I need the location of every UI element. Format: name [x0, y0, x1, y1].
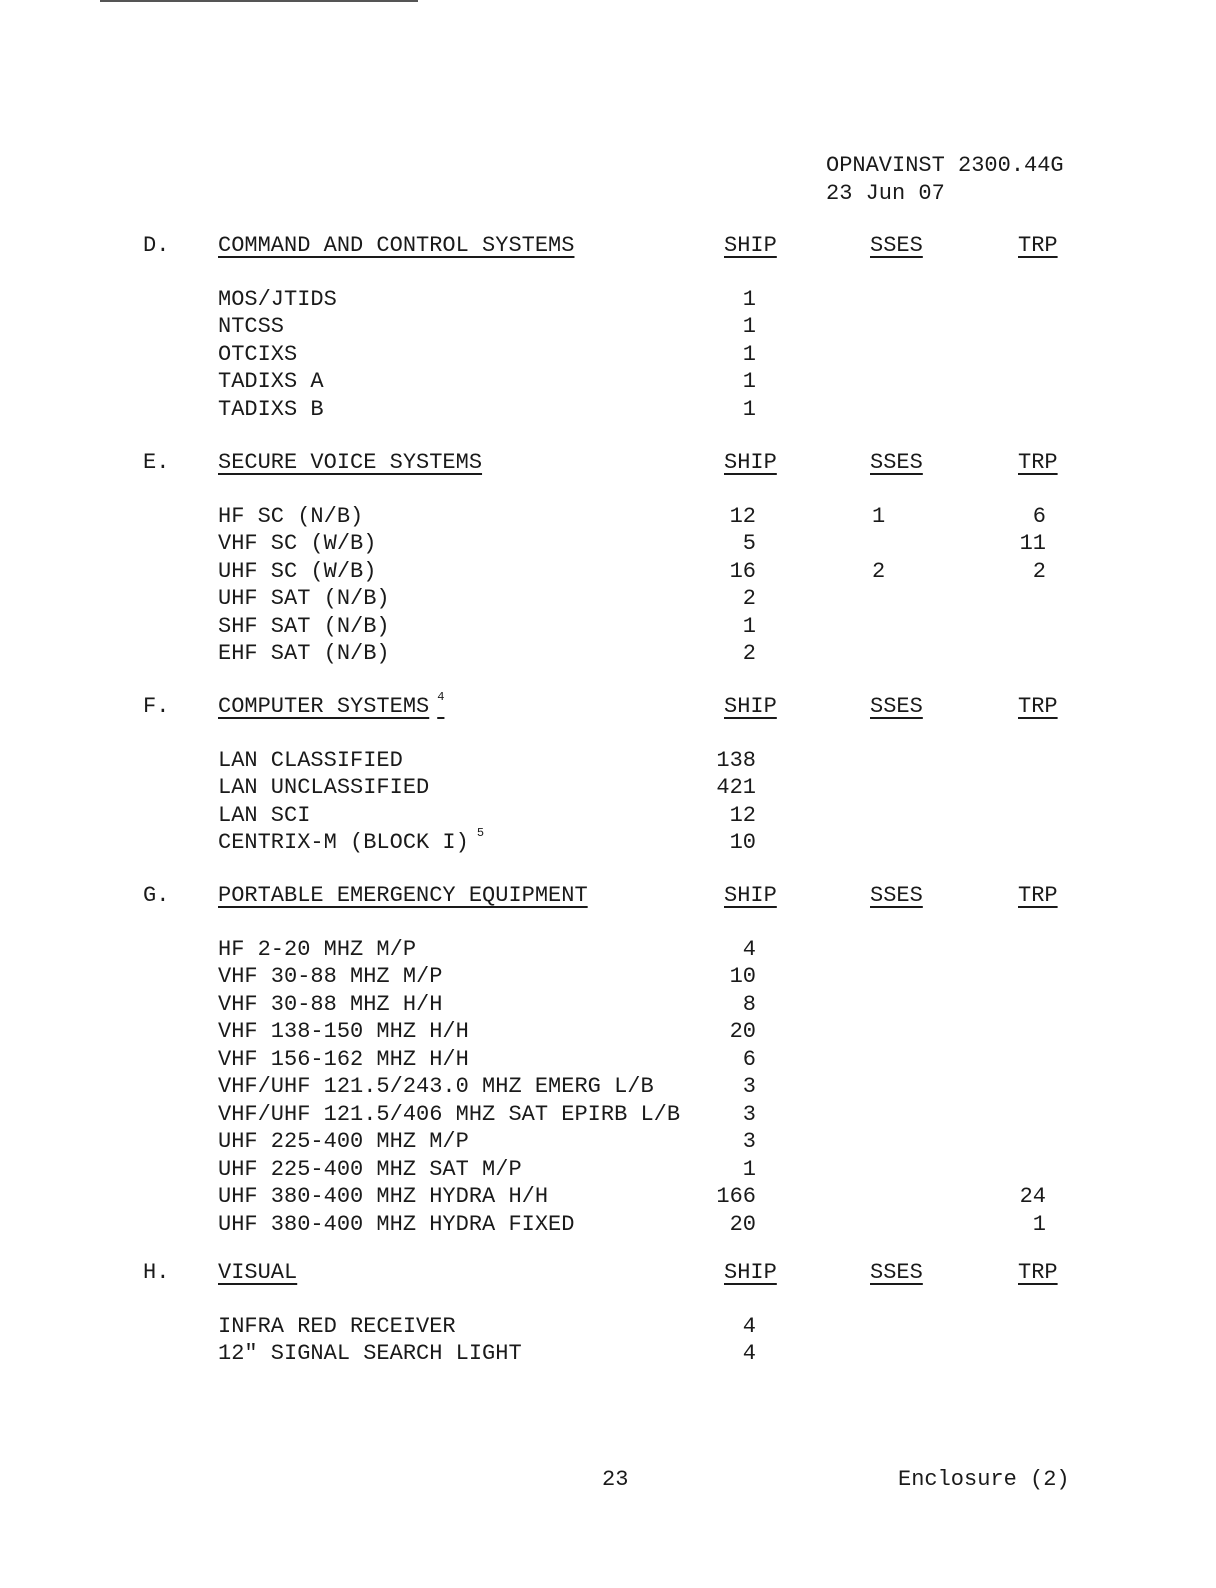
- item-name: 12" SIGNAL SEARCH LIGHT: [218, 1341, 522, 1366]
- table-row: [0, 1157, 1216, 1185]
- item-name: CENTRIX-M (BLOCK I) $^5$: [218, 826, 485, 855]
- table-row: [0, 287, 1216, 315]
- item-name: VHF 138-150 MHZ H/H: [218, 1019, 469, 1044]
- ship-count: 3: [742, 1101, 756, 1127]
- table-row: [0, 314, 1216, 342]
- section-d: [0, 233, 1216, 424]
- column-header-ship: SHIP: [724, 694, 777, 719]
- table-row: [0, 937, 1216, 965]
- table-row: [0, 775, 1216, 803]
- table-row: [0, 803, 1216, 831]
- item-name: VHF 30-88 MHZ M/P: [218, 964, 443, 989]
- item-name: UHF SC (W/B): [218, 558, 377, 584]
- column-header-trp: TRP: [1018, 450, 1058, 475]
- ship-count: 138: [716, 747, 756, 773]
- ship-count: 1: [742, 613, 756, 639]
- table-row: [0, 641, 1216, 669]
- table-row: [0, 559, 1216, 587]
- document-header: [826, 152, 1064, 208]
- document-date: 23 Jun 07: [826, 181, 945, 206]
- item-name: OTCIXS: [218, 341, 298, 367]
- table-row: [0, 826, 1216, 858]
- ship-count: 20: [729, 1019, 756, 1044]
- table-row: [0, 1184, 1216, 1212]
- trp-count: 1: [1032, 1211, 1046, 1237]
- item-name: HF SC (N/B): [218, 503, 364, 529]
- ship-count: 3: [742, 1129, 756, 1154]
- ship-count: 4: [742, 936, 756, 962]
- item-name: UHF 225-400 MHZ M/P: [218, 1129, 469, 1154]
- table-row: [0, 342, 1216, 370]
- table-row: [0, 586, 1216, 614]
- ship-count: 4: [742, 1341, 756, 1366]
- table-row: [0, 531, 1216, 559]
- enclosure-label: Enclosure (2): [898, 1467, 1070, 1492]
- ship-count: 1: [742, 396, 756, 422]
- ship-count: 1: [742, 286, 756, 312]
- item-name: TADIXS A: [218, 369, 324, 394]
- scan-artifact-line: [100, 0, 418, 2]
- ship-count: 2: [742, 641, 756, 666]
- item-name: VHF/UHF 121.5/243.0 MHZ EMERG L/B: [218, 1074, 654, 1099]
- section-letter: D.: [143, 233, 170, 258]
- table-row: [0, 369, 1216, 397]
- section-items: [0, 937, 1216, 1240]
- section-items: [0, 1314, 1216, 1369]
- column-header-sses: SSES: [870, 233, 923, 258]
- trp-count: 6: [1032, 503, 1046, 529]
- ship-count: 3: [742, 1074, 756, 1099]
- section-header-row: [0, 233, 1216, 261]
- trp-count: 24: [1019, 1184, 1046, 1209]
- ship-count: 1: [742, 1156, 756, 1182]
- column-header-trp: TRP: [1018, 883, 1058, 908]
- item-name: UHF 225-400 MHZ SAT M/P: [218, 1156, 522, 1182]
- section-title: COMPUTER SYSTEMS $^4$: [218, 690, 445, 719]
- item-name: LAN SCI: [218, 802, 311, 828]
- section-title: VISUAL: [218, 1260, 298, 1285]
- column-header-sses: SSES: [870, 450, 923, 475]
- section-letter: F.: [143, 694, 170, 719]
- section-f: [0, 690, 1216, 858]
- ship-count: 12: [729, 503, 756, 529]
- item-name: TADIXS B: [218, 396, 324, 422]
- item-name: EHF SAT (N/B): [218, 641, 390, 666]
- item-name: UHF 380-400 MHZ HYDRA FIXED: [218, 1211, 575, 1237]
- sses-count: 1: [872, 503, 886, 529]
- item-name: VHF SC (W/B): [218, 531, 377, 556]
- table-row: [0, 992, 1216, 1020]
- item-name: MOS/JTIDS: [218, 286, 337, 312]
- column-header-ship: SHIP: [724, 233, 777, 258]
- document-id: OPNAVINST 2300.44G: [826, 153, 1064, 178]
- table-row: [0, 1019, 1216, 1047]
- table-row: [0, 614, 1216, 642]
- section-title: PORTABLE EMERGENCY EQUIPMENT: [218, 883, 588, 908]
- section-letter: G.: [143, 883, 170, 908]
- section-title: COMMAND AND CONTROL SYSTEMS: [218, 233, 575, 258]
- ship-count: 12: [729, 802, 756, 828]
- ship-count: 6: [742, 1046, 756, 1072]
- ship-count: 5: [742, 531, 756, 556]
- table-row: [0, 1212, 1216, 1240]
- section-header-row: [0, 1260, 1216, 1288]
- ship-count: 4: [742, 1313, 756, 1339]
- ship-count: 8: [742, 991, 756, 1017]
- item-name: LAN UNCLASSIFIED: [218, 775, 430, 800]
- section-h: [0, 1260, 1216, 1369]
- table-row: [0, 1074, 1216, 1102]
- ship-count: 421: [716, 775, 756, 800]
- item-name: NTCSS: [218, 314, 285, 339]
- column-header-ship: SHIP: [724, 1260, 777, 1285]
- section-letter: E.: [143, 450, 170, 475]
- ship-count: 10: [729, 830, 756, 855]
- ship-count: 16: [729, 558, 756, 584]
- table-row: [0, 504, 1216, 532]
- footnote-marker: 4: [437, 690, 445, 704]
- item-name: VHF 30-88 MHZ H/H: [218, 991, 443, 1017]
- column-header-trp: TRP: [1018, 694, 1058, 719]
- ship-count: 20: [729, 1211, 756, 1237]
- trp-count: 11: [1019, 531, 1046, 556]
- column-header-ship: SHIP: [724, 450, 777, 475]
- item-name: UHF SAT (N/B): [218, 586, 390, 611]
- section-title: SECURE VOICE SYSTEMS: [218, 450, 483, 475]
- column-header-trp: TRP: [1018, 1260, 1058, 1285]
- section-items: [0, 504, 1216, 669]
- table-row: [0, 1341, 1216, 1369]
- table-row: [0, 748, 1216, 776]
- ship-count: 1: [742, 314, 756, 339]
- item-name: SHF SAT (N/B): [218, 613, 390, 639]
- section-e: [0, 450, 1216, 669]
- section-header-row: [0, 883, 1216, 911]
- section-g: [0, 883, 1216, 1239]
- sses-count: 2: [872, 558, 886, 584]
- ship-count: 166: [716, 1184, 756, 1209]
- item-name: VHF 156-162 MHZ H/H: [218, 1046, 469, 1072]
- ship-count: 2: [742, 586, 756, 611]
- ship-count: 10: [729, 964, 756, 989]
- table-row: [0, 964, 1216, 992]
- column-header-sses: SSES: [870, 694, 923, 719]
- section-items: [0, 748, 1216, 858]
- trp-count: 2: [1032, 558, 1046, 584]
- section-items: [0, 287, 1216, 425]
- column-header-sses: SSES: [870, 883, 923, 908]
- item-name: LAN CLASSIFIED: [218, 747, 403, 773]
- column-header-trp: TRP: [1018, 233, 1058, 258]
- item-name: UHF 380-400 MHZ HYDRA H/H: [218, 1184, 549, 1209]
- table-row: [0, 397, 1216, 425]
- section-header-row: [0, 450, 1216, 478]
- column-header-ship: SHIP: [724, 883, 777, 908]
- item-name: INFRA RED RECEIVER: [218, 1313, 456, 1339]
- item-name: HF 2-20 MHZ M/P: [218, 936, 417, 962]
- table-row: [0, 1129, 1216, 1157]
- item-name: VHF/UHF 121.5/406 MHZ SAT EPIRB L/B: [218, 1101, 681, 1127]
- page-number: 23: [602, 1467, 629, 1492]
- ship-count: 1: [742, 341, 756, 367]
- table-row: [0, 1314, 1216, 1342]
- ship-count: 1: [742, 369, 756, 394]
- table-row: [0, 1102, 1216, 1130]
- section-letter: H.: [143, 1260, 170, 1285]
- footnote-marker: 5: [476, 826, 485, 840]
- table-row: [0, 1047, 1216, 1075]
- section-header-row: [0, 690, 1216, 722]
- column-header-sses: SSES: [870, 1260, 923, 1285]
